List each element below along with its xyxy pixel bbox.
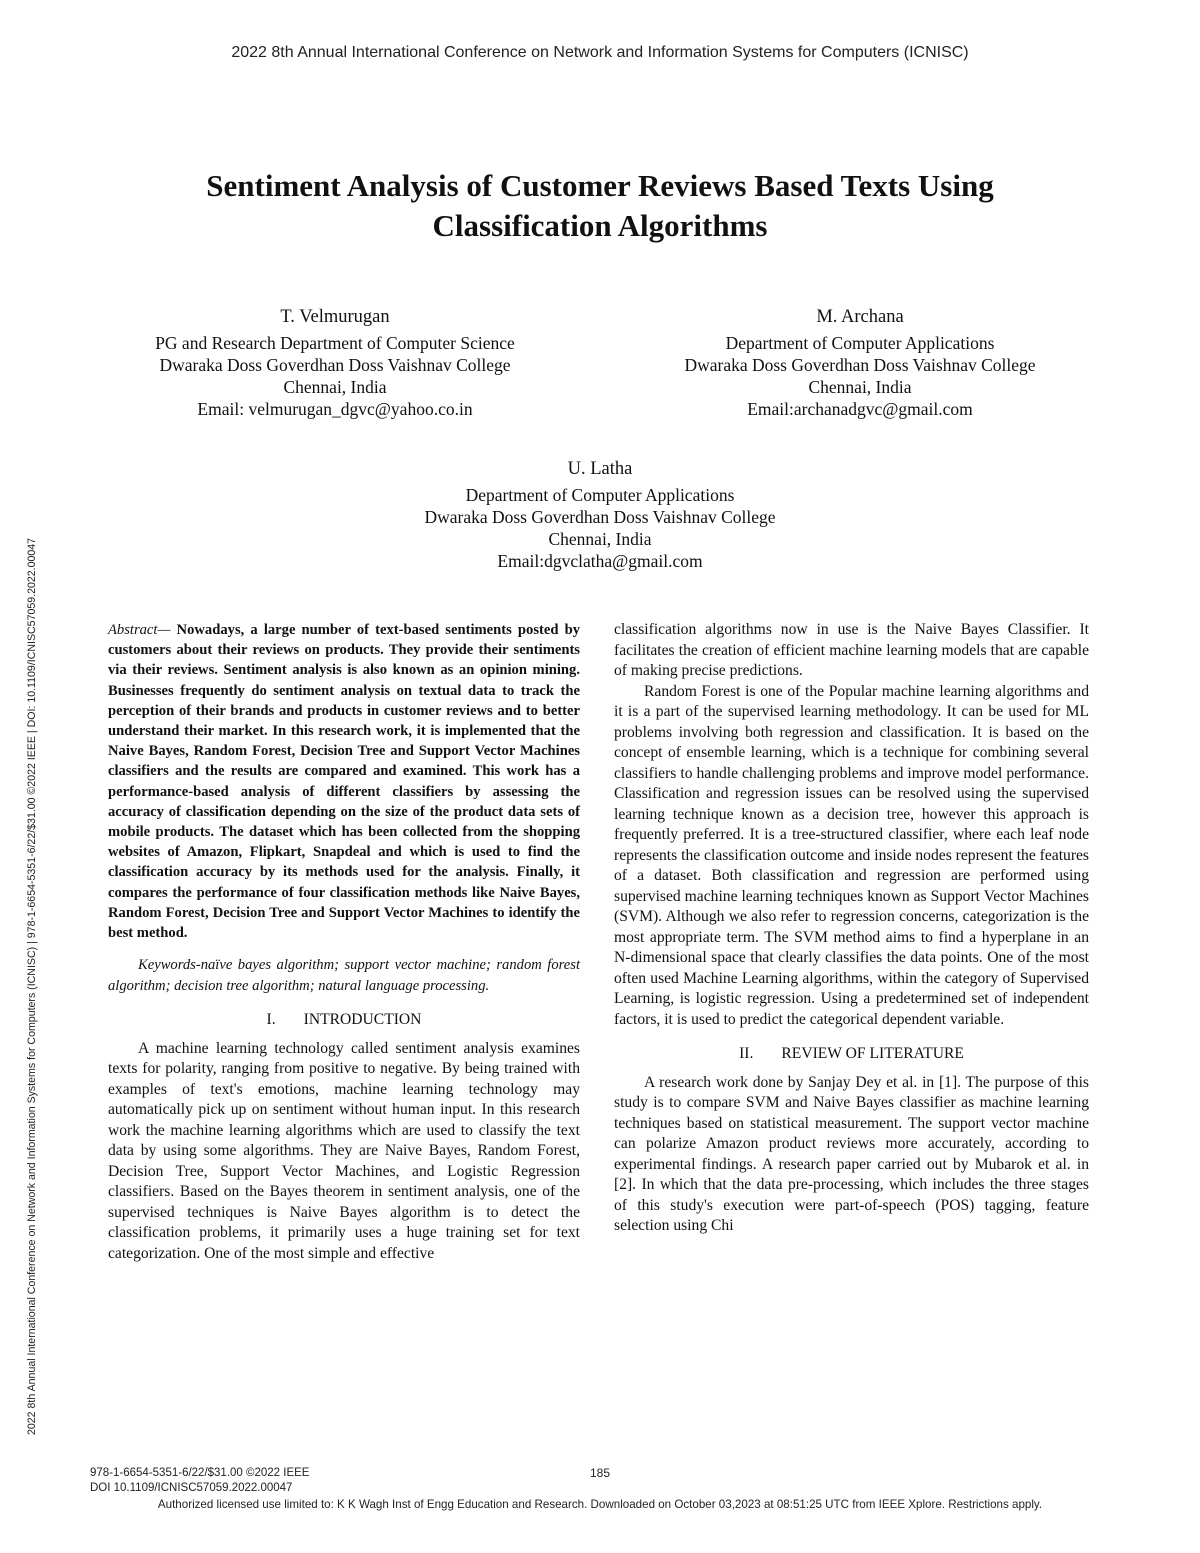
page-number: 185 bbox=[590, 1466, 611, 1480]
abstract-label: Abstract— bbox=[108, 622, 171, 638]
intro-paragraph-1: A machine learning technology called sentiment analysis examines texts for polarity, ranging from positive to negative. By being trained with examples of text's emotions, machine learning technology may automatically pick up on sentiment without human input. In this research work the machine learning algorithms which are used to classify the text data by using some algorithms. They are Naive Bayes, Random Forest, Decision Tree, Support Vector Machines, and Logistic Regression classifiers. Based on the Bayes theorem in sentiment analysis, one of the supervised techniques is Naive Bayes algorithm is to detect the classification problems, it primarily uses a huge training set for text categorization. One of the most simple and effective bbox=[108, 1039, 580, 1262]
author-email: Email:archanadgvc@gmail.com bbox=[747, 399, 973, 419]
footer-isbn: 978-1-6654-5351-6/22/$31.00 ©2022 IEEE bbox=[90, 1467, 310, 1479]
author-location: Chennai, India bbox=[548, 529, 652, 549]
author-college: Dwaraka Doss Goverdhan Doss Vaishnav College bbox=[424, 507, 776, 527]
section-title-rest: NTRODUCTION bbox=[308, 1011, 422, 1029]
author-college: Dwaraka Doss Goverdhan Doss Vaishnav College bbox=[159, 355, 511, 375]
paper-title-line-2: Classification Algorithms bbox=[432, 208, 768, 243]
author-name: U. Latha bbox=[567, 459, 633, 479]
section-heading-literature bbox=[614, 1044, 1089, 1065]
left-column bbox=[108, 620, 580, 1264]
conference-header: 2022 8th Annual International Conference on Network and Information Systems for Computers (ICNISC) bbox=[231, 44, 969, 61]
abstract-text: Nowadays, a large number of text-based sentiments posted by customers about their reviews on products. They provide their sentiments via their reviews. Sentiment analysis is also known as an opinion mining. Businesses frequently do sentiment analysis on textual data to track the perception of their brands and products in customer reviews and to better understand their market. In this research work, it is implemented that the Naive Bayes, Random Forest, Decision Tree and Support Vector Machines classifiers and the results are compared and examined. This work has a performance-based analysis of different classifiers by assessing the accuracy of classification depending on the size of the product data sets of mobile products. The dataset which has been collected from the shopping websites of Amazon, Flipkart, Snapdeal and which is used to find the classification accuracy by its methods used for the analysis. Finally, it compares the performance of four classification methods like Naive Bayes, Random Forest, Decision Tree and Support Vector Machines to identify the best method. bbox=[108, 622, 580, 942]
author-block-1 bbox=[100, 306, 570, 420]
author-college: Dwaraka Doss Goverdhan Doss Vaishnav College bbox=[684, 355, 1036, 375]
section-title-rest-2: ITERATURE bbox=[879, 1045, 964, 1062]
author-department: Department of Computer Applications bbox=[725, 333, 995, 353]
author-location: Chennai, India bbox=[283, 377, 387, 397]
literature-paragraph-1: A research work done by Sanjay Dey et al. in [1]. The purpose of this study is to compare SVM and Naive Bayes classifier as machine learning techniques based on statistical measurement. The support vector machine can polarize Amazon product reviews more accurately, according to experimental findings. A research paper carried out by Mubarok et al. in [2]. In which that the data pre-processing, which includes the three stages of this study's execution were part-of-speech (POS) tagging, feature selection using Chi bbox=[614, 1073, 1089, 1234]
license-notice: Authorized licensed use limited to: K K Wagh Inst of Engg Education and Research. Downloaded on October 03,2023 at 08:51:25 UTC from IEEE Xplore. Restrictions apply. bbox=[157, 1498, 1043, 1511]
section-heading-introduction bbox=[108, 1010, 580, 1031]
author-name: T. Velmurugan bbox=[280, 307, 390, 327]
author-department: PG and Research Department of Computer Science bbox=[155, 333, 515, 353]
right-column bbox=[614, 620, 1089, 1237]
intro-paragraph-2: Random Forest is one of the Popular machine learning algorithms and it is a part of the supervised learning methodology. It can be used for ML problems involving both regression and classification. It is based on the concept of ensemble learning, which is a technique for combining several classifiers to handle challenging problems and improve model performance. Classification and regression issues can be resolved using the supervised learning technique known as a decision tree, however this approach is frequently preferred. It is a tree-structured classifier, where each leaf node represents the classification outcome and inside nodes represent the features of a dataset. Both classification and regression are performed using supervised machine learning techniques known as Support Vector Machines (SVM). Although we also refer to regression concerns, categorization is the most appropriate term. The SVM method aims to find a hyperplane in an N-dimensional space that clearly classifies the data points. One of the most often used Machine Learning algorithms, within the category of Supervised Learning, is logistic regression. Using a predetermined set of independent factors, it is used to predict the categorical dependent variable. bbox=[614, 682, 1090, 1028]
section-number: II. bbox=[739, 1045, 754, 1062]
author-block-3 bbox=[350, 458, 850, 572]
author-department: Department of Computer Applications bbox=[465, 485, 735, 505]
author-email: Email: velmurugan_dgvc@yahoo.co.in bbox=[197, 399, 473, 419]
author-name: M. Archana bbox=[816, 307, 904, 327]
paper-title-line-1: Sentiment Analysis of Customer Reviews Based Texts Using bbox=[206, 168, 994, 203]
footer-copyright bbox=[90, 1466, 309, 1496]
intro-paragraph-continued: classification algorithms now in use is the Naive Bayes Classifier. It facilitates the creation of efficient machine learning models that are capable of making precise predictions. bbox=[614, 621, 1089, 679]
section-title-second-letter: L bbox=[869, 1045, 879, 1062]
author-block-2 bbox=[630, 306, 1090, 420]
side-doi-strip: 2022 8th Annual International Conference on Network and Information Systems for Computers (ICNISC) | 978-1-6654-5351-6/22/$31.00 ©2022 IEEE | DOI: 10.1109/ICNISC57059.2022.00047 bbox=[26, 537, 38, 1435]
section-title-first-letter: R bbox=[781, 1045, 792, 1062]
paper-title bbox=[100, 166, 1100, 246]
footer-doi: DOI 10.1109/ICNISC57059.2022.00047 bbox=[90, 1482, 293, 1494]
section-title-first-letter: I bbox=[303, 1011, 309, 1029]
author-location: Chennai, India bbox=[808, 377, 912, 397]
abstract bbox=[108, 620, 580, 943]
keywords: Keywords-naïve bayes algorithm; support vector machine; random forest algorithm; decision tree algorithm; natural language processing. bbox=[108, 957, 580, 994]
author-email: Email:dgvclatha@gmail.com bbox=[497, 551, 703, 571]
section-title-rest: EVIEW OF bbox=[791, 1045, 870, 1062]
section-number: I. bbox=[266, 1011, 276, 1029]
